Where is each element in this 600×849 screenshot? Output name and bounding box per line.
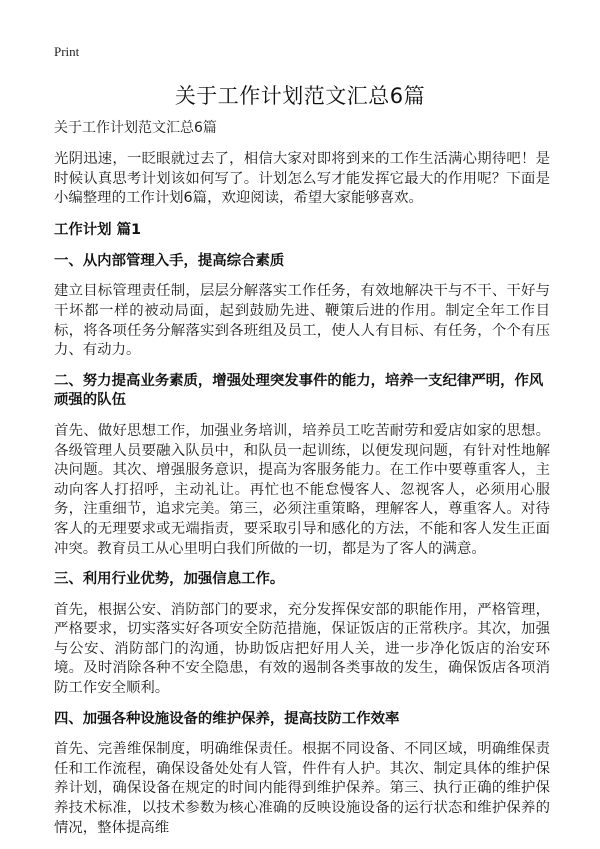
item-heading-3: 三、利用行业优势，加强信息工作。 xyxy=(54,571,285,588)
item-body-2: 首先、做好思想工作，加强业务培训，培养员工吃苦耐劳和爱店如家的思想。各级管理人员要融入队员中，和队员一起训练，以便发现问题，有针对性地解决问题。其次、增强服务意识，提高为客服务能力。在工作中要尊重客人，主动向客人打招呼，主动礼让。再忙也不能怠慢客人、忽视客人，必须用心服务，注重细节，追求完美。第三，必须注重策略，理解客人，尊重客人。对待客人的无理要求或无端指责，要采取引导和感化的方法，不能和客人发生正面冲突。教育员工从心里明白我们所做的一切，都是为了客人的满意。 xyxy=(54,422,550,557)
print-link[interactable]: Print xyxy=(54,44,80,59)
item-body-4: 首先、完善维保制度，明确维保责任。根据不同设备、不同区域，明确维保责任和工作流程，确保设备处处有人管，件件有人护。其次、制定具体的维护保养计划，确保设备在规定的时间内能得到维护保养。第三、执行正确的维护保养技术标准，以技术参数为核心准确的反映设施设备的运行状态和维护保养的情况，整体提高维 xyxy=(54,741,550,836)
document-subtitle: 关于工作计划范文汇总6篇 xyxy=(54,120,217,136)
item-heading-1: 一、从内部管理入手，提高综合素质 xyxy=(54,252,285,269)
page-title: 关于工作计划范文汇总6篇 xyxy=(174,84,426,108)
item-body-3: 首先，根据公安、消防部门的要求，充分发挥保安部的职能作用，严格管理，严格要求，切实落实好各项安全防范措施，保证饭店的正常秩序。其次，加强与公安、消防部门的沟通，协助饭店把好用人关，进一步净化饭店的治安环境。及时消除各种不安全隐患，有效的遏制各类事故的发生，确保饭店各项消防工作安全顺利。 xyxy=(54,601,550,697)
item-heading-2: 二、努力提高业务素质，增强处理突发事件的能力，培养一支纪律严明，作风顽强的队伍 xyxy=(54,372,544,409)
item-body-1: 建立目标管理责任制，层层分解落实工作任务，有效地解决干与不干、干好与干坏都一样的被动局面，起到鼓励先进、鞭策后进的作用。制定全年工作目标，将各项任务分解落实到各班组及员工，使人人有目标、有任务，个个有压力、有动力。 xyxy=(54,283,550,359)
intro-paragraph: 光阴迅速，一眨眼就过去了，相信大家对即将到来的工作生活满心期待吧！是时候认真思考计划该如何写了。计划怎么写才能发挥它最大的作用呢？下面是小编整理的工作计划6篇，欢迎阅读，希望大家能够喜欢。 xyxy=(54,151,550,207)
item-heading-4: 四、加强各种设施设备的维护保养，提高技防工作效率 xyxy=(54,710,400,727)
document-body xyxy=(54,118,550,849)
section-heading: 工作计划 篇1 xyxy=(54,221,141,238)
